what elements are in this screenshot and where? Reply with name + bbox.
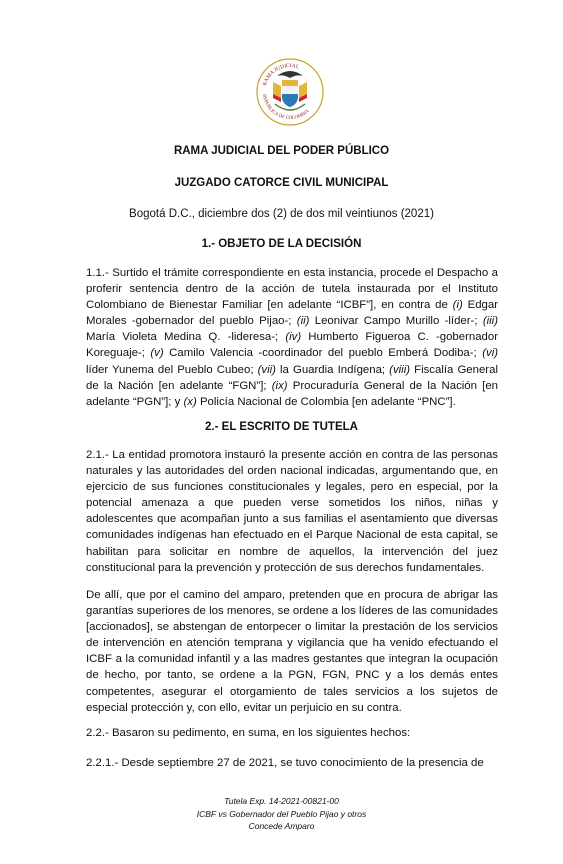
paragraph-segment: Fiscalía General de la Nación [en adelante “FGN”];: [86, 363, 498, 392]
paragraph-segment: 1.1.- Surtido el trámite correspondiente en esta instancia, procede el Despacho a proferir sentencia dentro de la acción de tutela instaurada por el Instituto Colombiano de Bienestar Familiar [en adelante “ICBF”], en contra de: [86, 267, 498, 312]
footer-parties: ICBF vs Gobernador del Pueblo Pijao y otros: [196, 808, 367, 819]
paragraph-segment: Policía Nacional de Colombia [en adelante “PNC”].: [196, 395, 456, 408]
paragraph-segment: la Guardia Indígena;: [275, 363, 390, 376]
rama-judicial-seal-logo: [255, 52, 325, 132]
list-enumerator: (v): [150, 347, 164, 360]
list-enumerator: (ix): [271, 379, 288, 392]
list-enumerator: (x): [183, 395, 197, 408]
paragraph-segment: María Violeta Medina Q. -lideresa-;: [86, 331, 286, 344]
list-enumerator: (viii): [389, 363, 411, 376]
footer: [0, 795, 563, 833]
list-enumerator: (iv): [285, 331, 302, 344]
seal-ring-text: REPUBLICA DE COLOMBIA: [261, 93, 311, 122]
section-1-title: 1.- OBJETO DE LA DECISIÓN: [201, 238, 362, 250]
paragraph-2-2: 2.2.- Basaron su pedimento, en suma, en los siguientes hechos:: [86, 727, 411, 739]
section-2-title: 2.- EL ESCRITO DE TUTELA: [205, 421, 358, 433]
paragraph-2-1-continued: De allí, que por el camino del amparo, pretenden que en procura de abrigar las garantías superiores de los menores, se ordene a los líderes de las comunidades [accionados], se abstengan de entorpecer o limitar la prestación de los servicios de intervención en atención temprana y vigilancia que ha venido efectuando el ICBF a la comunidad infantil y a las madres gestantes que integran la ocupación de hecho, por tanto, se ordene a la PGN, FGN, PNC y a los demás entes competentes, asegurar el otorgamiento de tales servicios a los sujetos de especial protección y, con ello, evitar un perjuicio en su contra.: [86, 589, 498, 714]
footer-case-number: Tutela Exp. 14-2021-00821-00: [224, 796, 339, 806]
list-enumerator: (iii): [482, 315, 498, 328]
paragraph-segment: Camilo Valencia -coordinador del pueblo Emberá Dodiba-;: [163, 347, 483, 360]
list-enumerator: (i): [452, 299, 463, 312]
paragraph-segment: líder Yunema del Pueblo Cubeo;: [86, 363, 258, 376]
paragraph-segment: Edgar Morales -gobernador del pueblo Pijao-;: [86, 299, 499, 328]
paragraph-segment: Procuraduría General de la Nación [en adelante “PGN”]; y: [86, 379, 499, 408]
court-branch-heading: RAMA JUDICIAL DEL PODER PÚBLICO: [173, 145, 390, 157]
court-name-heading: JUZGADO CATORCE CIVIL MUNICIPAL: [174, 177, 389, 189]
paragraph-1-1: [86, 265, 498, 410]
paragraph-segment: Humberto Figueroa C. -gobernador Koreguaje-;: [86, 331, 499, 360]
seal-top-text: RAMA JUDICIAL: [261, 62, 300, 87]
paragraph-2-2-1: 2.2.1.- Desde septiembre 27 de 2021, se tuvo conocimiento de la presencia de: [86, 757, 484, 769]
list-enumerator: (vi): [482, 347, 499, 360]
list-enumerator: (vii): [257, 363, 276, 376]
footer-outcome: Concede Amparo: [248, 821, 315, 831]
paragraph-2-1: 2.1.- La entidad promotora instauró la presente acción en contra de las personas naturales y las autoridades del orden nacional indicadas, argumentando que, en ejercicio de sus funciones constitucionales y legales, pero en especial, por la potencial amenaza a que pueden verse sometidos los niños, niñas y adolescentes que acompañan junto a sus familias el asentamiento que diversas comunidades indígenas han efectuado en el Parque Nacional de esta capital, se habilitan para solicitar en nombre de aquellos, la intervención del juez constitucional para la prevención y protección de sus derechos fundamentales.: [86, 449, 498, 574]
city-date: Bogotá D.C., diciembre dos (2) de dos mil veintiunos (2021): [129, 208, 434, 220]
list-enumerator: (ii): [296, 315, 310, 328]
paragraph-segment: Leonivar Campo Murillo -líder-;: [309, 315, 483, 328]
